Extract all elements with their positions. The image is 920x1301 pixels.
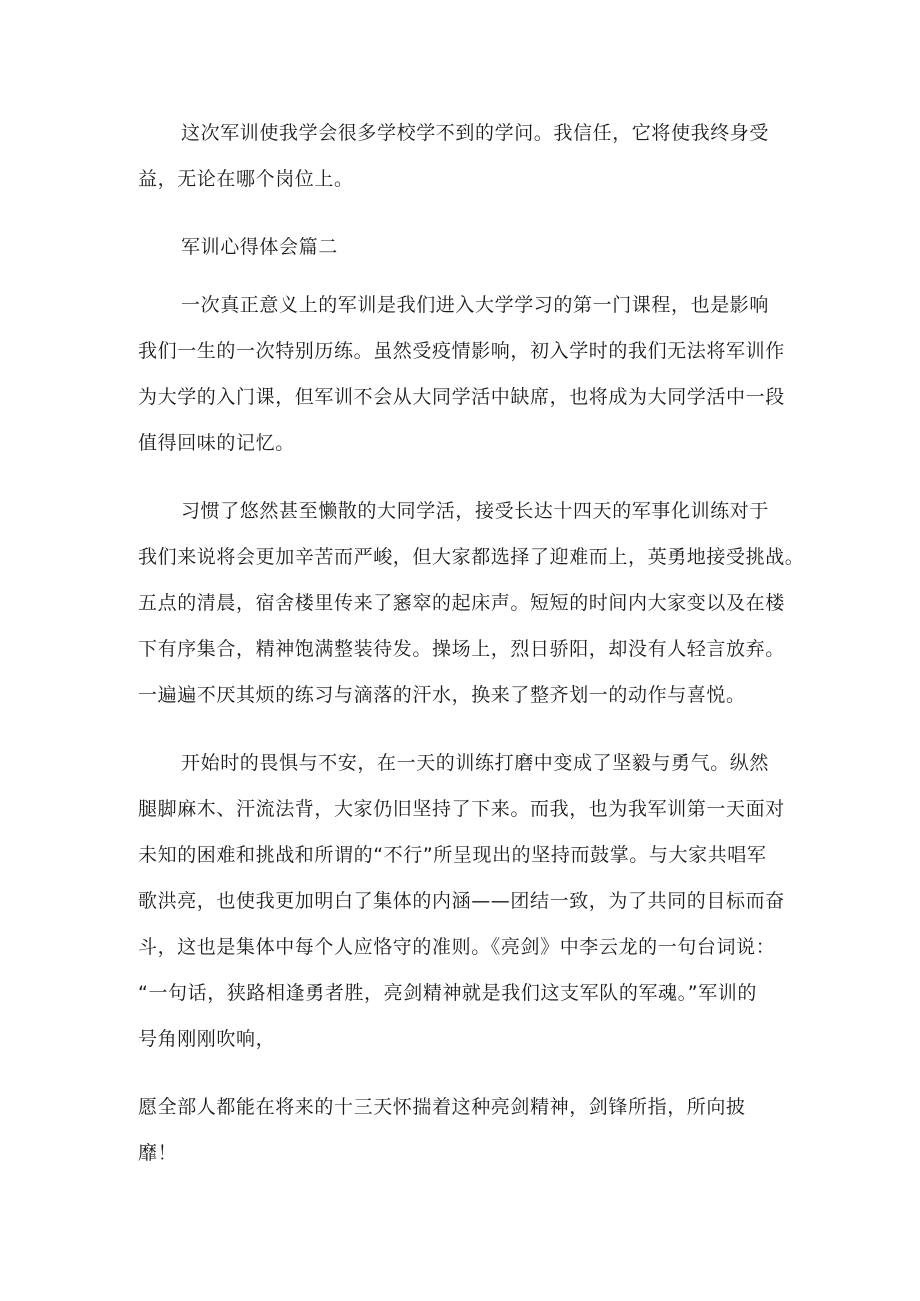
paragraph-1-line-2: 益，无论在哪个岗位上。 (138, 168, 354, 190)
paragraph-5-line-3: 未知的困难和挑战和所谓的“不行”所呈现出的坚持而鼓掌。与大家共唱军 (138, 844, 767, 866)
paragraph-5-line-2: 腿脚麻木、汗流法背，大家仍旧坚持了下来。而我，也为我军训第一天面对 (138, 798, 785, 820)
paragraph-6-line-1: 愿全部人都能在将来的十三天怀揣着这种亮剑精神，剑锋所指，所向披 (138, 1096, 746, 1118)
section-heading: 军训心得体会篇二 (181, 236, 338, 258)
paragraph-5-line-6: “一句话，狭路相逢勇者胜，亮剑精神就是我们这支军队的军魂。”军训的 (138, 982, 757, 1004)
paragraph-6-line-2: 靡！ (138, 1142, 178, 1164)
paragraph-5-line-1: 开始时的畏惧与不安，在一天的训练打磨中变成了坚毅与勇气。纵然 (181, 752, 770, 774)
paragraph-4-line-5: 一遍遍不厌其烦的练习与滴落的汗水，换来了整齐划一的动作与喜悦。 (138, 684, 746, 706)
paragraph-3-line-3: 为大学的入门课，但军训不会从大同学活中缺席，也将成为大同学活中一段 (138, 386, 785, 408)
paragraph-5-line-5: 斗，这也是集体中每个人应恪守的准则。《亮剑》中李云龙的一句台词说： (138, 936, 776, 958)
paragraph-5-line-4: 歌洪亮，也使我更加明白了集体的内涵——团结一致，为了共同的目标而奋 (138, 890, 785, 912)
paragraph-4-line-2: 我们来说将会更加辛苦而严峻，但大家都选择了迎难而上，英勇地接受挑战。 (138, 546, 805, 568)
paragraph-3-line-1: 一次真正意义上的军训是我们进入大学学习的第一门课程，也是影响 (181, 294, 770, 316)
paragraph-5-line-7: 号角刚刚吹响， (138, 1028, 276, 1050)
paragraph-3-line-4: 值得回味的记忆。 (138, 432, 295, 454)
paragraph-4-line-3: 五点的清晨，宿舍楼里传来了窸窣的起床声。短短的时间内大家变以及在楼 (138, 592, 785, 614)
paragraph-3-line-2: 我们一生的一次特别历练。虽然受疫情影响，初入学时的我们无法将军训作 (138, 340, 785, 362)
paragraph-4-line-1: 习惯了悠然甚至懒散的大同学活，接受长达十四天的军事化训练对于 (181, 500, 770, 522)
paragraph-4-line-4: 下有序集合，精神饱满整装待发。操场上，烈日骄阳，却没有人轻言放弃。 (138, 638, 785, 660)
paragraph-1-line-1: 这次军训使我学会很多学校学不到的学问。我信任，它将使我终身受 (181, 122, 770, 144)
